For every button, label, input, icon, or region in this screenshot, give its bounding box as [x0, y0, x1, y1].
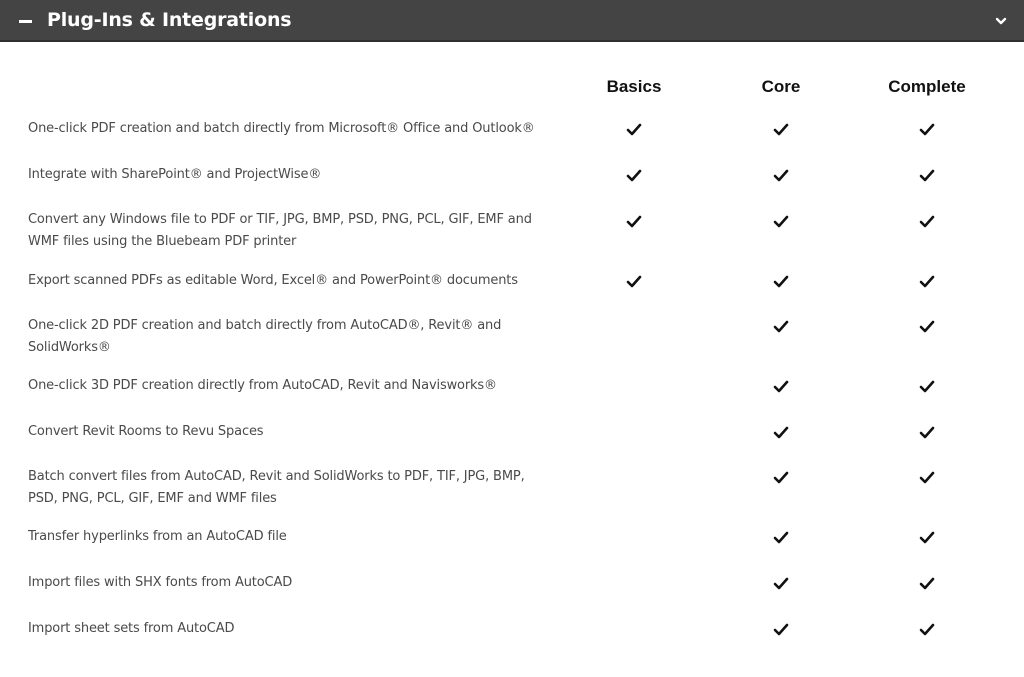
check-icon — [919, 123, 935, 136]
check-icon — [919, 320, 935, 333]
check-icon — [919, 531, 935, 544]
check-icon — [773, 123, 789, 136]
column-header-basics: Basics — [606, 77, 662, 96]
check-icon — [773, 320, 789, 333]
check-icon — [919, 169, 935, 182]
check-icon — [773, 471, 789, 484]
feature-label: Batch convert files from AutoCAD, Revit and SolidWorks to PDF, TIF, JPG, BMP, PSD, PNG, PCL, GIF, EMF and WMF files — [28, 469, 525, 506]
feature-label: Import sheet sets from AutoCAD — [28, 621, 235, 636]
feature-label: Transfer hyperlinks from an AutoCAD file — [28, 529, 287, 544]
check-icon — [919, 275, 935, 288]
check-icon — [773, 623, 789, 636]
feature-label: Convert Revit Rooms to Revu Spaces — [28, 424, 264, 439]
feature-label: One-click 3D PDF creation directly from AutoCAD, Revit and Navisworks® — [28, 378, 497, 393]
check-icon — [919, 577, 935, 590]
check-icon — [919, 215, 935, 228]
feature-label: Import files with SHX fonts from AutoCAD — [28, 575, 293, 590]
check-icon — [773, 531, 789, 544]
check-icon — [626, 123, 642, 136]
feature-label: Export scanned PDFs as editable Word, Excel® and PowerPoint® documents — [28, 273, 518, 288]
check-icon — [773, 577, 789, 590]
check-icon — [773, 426, 789, 439]
chevron-down-icon[interactable] — [994, 14, 1008, 28]
check-icon — [773, 169, 789, 182]
section-header[interactable] — [0, 0, 1024, 42]
column-header-core: Core — [761, 77, 801, 96]
feature-label: One-click PDF creation and batch directly from Microsoft® Office and Outlook® — [28, 121, 535, 136]
check-icon — [626, 215, 642, 228]
check-icon — [919, 380, 935, 393]
check-icon — [773, 380, 789, 393]
feature-label: Integrate with SharePoint® and ProjectWise® — [28, 167, 322, 182]
minus-icon[interactable] — [19, 20, 32, 23]
feature-label: One-click 2D PDF creation and batch directly from AutoCAD®, Revit® and SolidWorks® — [28, 318, 502, 355]
check-icon — [626, 169, 642, 182]
check-icon — [919, 426, 935, 439]
check-icon — [919, 623, 935, 636]
check-icon — [919, 471, 935, 484]
check-icon — [773, 275, 789, 288]
section-title: Plug-Ins & Integrations — [47, 9, 292, 31]
feature-label: Convert any Windows file to PDF or TIF, JPG, BMP, PSD, PNG, PCL, GIF, EMF and WMF files using the Bluebeam PDF printer — [28, 212, 532, 249]
check-icon — [626, 275, 642, 288]
check-icon — [773, 215, 789, 228]
column-header-complete: Complete — [888, 77, 966, 96]
